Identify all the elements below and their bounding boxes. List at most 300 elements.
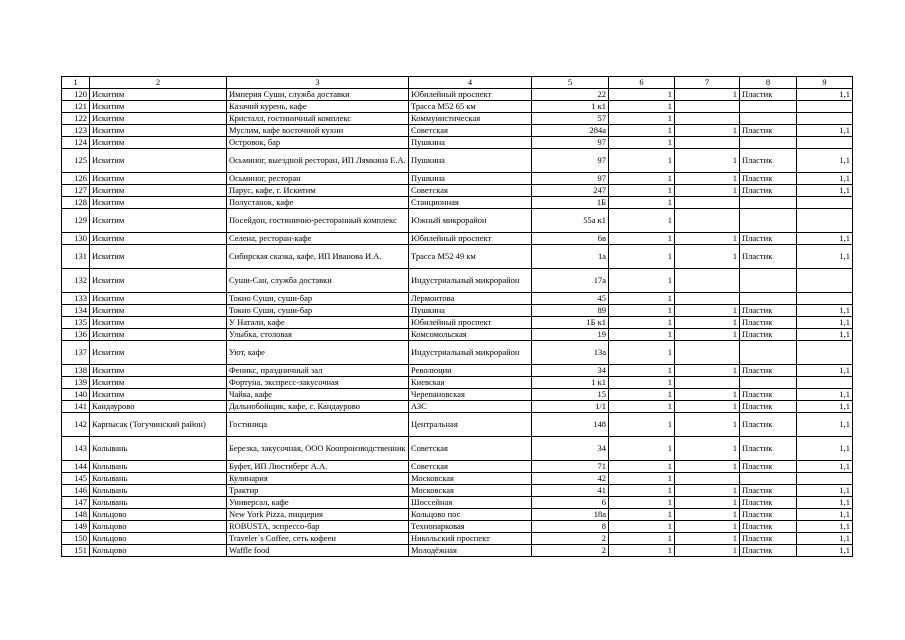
settlement: Колывань [90,437,227,461]
establishment: Гостиница [227,413,409,437]
count-col7: 1 [675,365,740,377]
count-col6: 1 [609,269,675,293]
street: Советская [409,185,532,197]
establishment: У Натали, кафе [227,317,409,329]
column-header: 9 [797,77,853,89]
table-row [62,197,853,209]
settlement: Искитим [90,365,227,377]
material [740,197,797,209]
street: Советская [409,437,532,461]
table-row [62,389,853,401]
count-col7: 1 [675,461,740,473]
row-number: 148 [62,509,90,521]
count-col7: 1 [675,173,740,185]
value-col9: 1,1 [797,401,853,413]
street: Индустриальный микрорайон [409,341,532,365]
count-col7: 1 [675,185,740,197]
material [740,377,797,389]
house-number: 71 [532,461,609,473]
column-header: 7 [675,77,740,89]
row-number: 150 [62,533,90,545]
count-col7: 1 [675,329,740,341]
establishment: Муслим, кафе восточной кухни [227,125,409,137]
table-row [62,305,853,317]
count-col6: 1 [609,329,675,341]
table-row [62,269,853,293]
table-row [62,473,853,485]
street: Советская [409,461,532,473]
settlement: Искитим [90,89,227,101]
row-number: 126 [62,173,90,185]
count-col7: 1 [675,89,740,101]
house-number: 57 [532,113,609,125]
value-col9 [797,269,853,293]
count-col7 [675,209,740,233]
row-number: 149 [62,521,90,533]
settlement: Кольцово [90,533,227,545]
material: Пластик [740,305,797,317]
settlement: Искитим [90,389,227,401]
material: Пластик [740,233,797,245]
establishment: Суши-Сан, служба доставки [227,269,409,293]
house-number: 1 к1 [532,101,609,113]
house-number: 22 [532,89,609,101]
row-number: 125 [62,149,90,173]
house-number: 34 [532,365,609,377]
material [740,473,797,485]
establishment: Traveler`s Coffee, сеть кофеен [227,533,409,545]
material [740,341,797,365]
table-row [62,533,853,545]
settlement: Кольцово [90,509,227,521]
row-number: 120 [62,89,90,101]
settlement: Искитим [90,233,227,245]
row-number: 143 [62,437,90,461]
count-col6: 1 [609,209,675,233]
establishment: Кристалл, гостиничный комплекс [227,113,409,125]
establishment: ROBUSTA, эспрессо-бар [227,521,409,533]
table-row [62,497,853,509]
value-col9: 1,1 [797,509,853,521]
table-row [62,173,853,185]
establishment: Трактир [227,485,409,497]
settlement: Искитим [90,341,227,365]
count-col6: 1 [609,197,675,209]
count-col6: 1 [609,233,675,245]
count-col6: 1 [609,341,675,365]
establishment: Феникс, праздничный зал [227,365,409,377]
house-number: 42 [532,473,609,485]
row-number: 133 [62,293,90,305]
row-number: 124 [62,137,90,149]
house-number: 41 [532,485,609,497]
count-col7: 1 [675,413,740,437]
material: Пластик [740,521,797,533]
house-number: 97 [532,137,609,149]
establishment: Полустанок, кафе [227,197,409,209]
settlement: Колывань [90,473,227,485]
count-col6: 1 [609,317,675,329]
table-row [62,341,853,365]
table-row [62,509,853,521]
material: Пластик [740,185,797,197]
count-col6: 1 [609,89,675,101]
count-col6: 1 [609,389,675,401]
value-col9: 1,1 [797,485,853,497]
street: АЗС [409,401,532,413]
settlement: Карпысак (Тогучинский район) [90,413,227,437]
value-col9: 1,1 [797,89,853,101]
row-number: 131 [62,245,90,269]
count-col7: 1 [675,545,740,557]
street: Киевская [409,377,532,389]
count-col7: 1 [675,245,740,269]
count-col7 [675,269,740,293]
value-col9: 1,1 [797,173,853,185]
count-col6: 1 [609,101,675,113]
house-number: 18а [532,509,609,521]
street: Революции [409,365,532,377]
material: Пластик [740,401,797,413]
row-number: 127 [62,185,90,197]
material: Пластик [740,413,797,437]
settlement: Кольцово [90,521,227,533]
establishment: Сибирская сказка, кафе, ИП Иванова И.А. [227,245,409,269]
establishment: Уют, кафе [227,341,409,365]
row-number: 137 [62,341,90,365]
value-col9: 1,1 [797,545,853,557]
table-row [62,521,853,533]
establishment: Посейдон, гостинично-ресторанный комплекс [227,209,409,233]
count-col6: 1 [609,473,675,485]
count-col7: 1 [675,437,740,461]
street: Станционная [409,197,532,209]
count-col7 [675,197,740,209]
value-col9 [797,377,853,389]
row-number: 139 [62,377,90,389]
establishment: New York Pizza, пиццерия [227,509,409,521]
material: Пластик [740,149,797,173]
count-col7: 1 [675,485,740,497]
material: Пластик [740,317,797,329]
street: Московская [409,485,532,497]
count-col7: 1 [675,509,740,521]
value-col9 [797,473,853,485]
count-col6: 1 [609,533,675,545]
settlement: Искитим [90,269,227,293]
street: Кольцово пос [409,509,532,521]
value-col9: 1,1 [797,497,853,509]
value-col9: 1,1 [797,149,853,173]
count-col7: 1 [675,317,740,329]
value-col9: 1,1 [797,245,853,269]
count-col6: 1 [609,545,675,557]
material: Пластик [740,437,797,461]
settlement: Искитим [90,305,227,317]
count-col6: 1 [609,185,675,197]
establishment: Waffle food [227,545,409,557]
table-row [62,89,853,101]
street: Советская [409,125,532,137]
table-row [62,233,853,245]
count-col7 [675,341,740,365]
settlement: Искитим [90,101,227,113]
establishment: Кулинария [227,473,409,485]
value-col9 [797,101,853,113]
establishment: Империя Суши, служба доставки [227,89,409,101]
house-number: 2 [532,545,609,557]
count-col7: 1 [675,533,740,545]
house-number: 34 [532,437,609,461]
table-row [62,461,853,473]
establishment: Осьминог, выездной ресторан, ИП Лямкина Е.А. [227,149,409,173]
material: Пластик [740,509,797,521]
street: Молодёжная [409,545,532,557]
count-col6: 1 [609,521,675,533]
count-col6: 1 [609,461,675,473]
settlement: Искитим [90,149,227,173]
row-number: 138 [62,365,90,377]
row-number: 122 [62,113,90,125]
table-row [62,317,853,329]
street: Центральная [409,413,532,437]
column-header: 5 [532,77,609,89]
material [740,209,797,233]
count-col7 [675,377,740,389]
material: Пластик [740,389,797,401]
house-number: 1а [532,245,609,269]
establishment: Березка, закусочная, ООО Коопроизводственник [227,437,409,461]
establishment: Универсал, кафе [227,497,409,509]
row-number: 123 [62,125,90,137]
row-number: 134 [62,305,90,317]
establishment: Парус, кафе, г. Искитим [227,185,409,197]
value-col9 [797,137,853,149]
settlement: Искитим [90,293,227,305]
value-col9 [797,197,853,209]
street: Трасса М52 65 км [409,101,532,113]
establishment: Буфет, ИП Люстиберг А.А. [227,461,409,473]
house-number: 17а [532,269,609,293]
table-row [62,377,853,389]
settlement: Искитим [90,329,227,341]
count-col7 [675,137,740,149]
establishment: Токио Суши, суши-бар [227,305,409,317]
table-row [62,125,853,137]
establishment: Осьминог, ресторан [227,173,409,185]
house-number: 97 [532,173,609,185]
settlement: Искитим [90,173,227,185]
table-row [62,329,853,341]
count-col7: 1 [675,125,740,137]
street: Индустриальный микрорайон [409,269,532,293]
house-number: 89 [532,305,609,317]
material: Пластик [740,461,797,473]
count-col6: 1 [609,125,675,137]
house-number: 1 к1 [532,377,609,389]
table-row [62,149,853,173]
street: Южный микрорайон [409,209,532,233]
column-header: 4 [409,77,532,89]
count-col6: 1 [609,377,675,389]
table-row [62,413,853,437]
value-col9: 1,1 [797,317,853,329]
street: Черепановская [409,389,532,401]
value-col9: 1,1 [797,533,853,545]
count-col6: 1 [609,113,675,125]
street: Лермонтова [409,293,532,305]
material [740,293,797,305]
house-number: 247 [532,185,609,197]
house-number: 55а к1 [532,209,609,233]
data-table [61,76,853,557]
street: Юбилейный проспект [409,317,532,329]
row-number: 130 [62,233,90,245]
material: Пластик [740,329,797,341]
house-number: 19 [532,329,609,341]
row-number: 121 [62,101,90,113]
column-header: 1 [62,77,90,89]
value-col9: 1,1 [797,365,853,377]
house-number: 1Б [532,197,609,209]
count-col6: 1 [609,485,675,497]
house-number: 6 [532,497,609,509]
value-col9: 1,1 [797,125,853,137]
count-col7 [675,473,740,485]
house-number: 13а [532,341,609,365]
house-number: 284а [532,125,609,137]
table-row [62,185,853,197]
settlement: Искитим [90,197,227,209]
settlement: Колывань [90,461,227,473]
settlement: Колывань [90,485,227,497]
count-col7: 1 [675,401,740,413]
value-col9: 1,1 [797,233,853,245]
value-col9: 1,1 [797,461,853,473]
column-header: 8 [740,77,797,89]
table-row [62,101,853,113]
count-col7: 1 [675,497,740,509]
settlement: Колывань [90,497,227,509]
count-col7 [675,113,740,125]
row-number: 136 [62,329,90,341]
count-col7: 1 [675,233,740,245]
house-number: 2 [532,533,609,545]
street: Юбилейный проспект [409,233,532,245]
value-col9 [797,293,853,305]
establishment: Дальнобойщик, кафе, с. Кандаурово [227,401,409,413]
count-col7: 1 [675,149,740,173]
count-col6: 1 [609,497,675,509]
street: Московская [409,473,532,485]
value-col9 [797,209,853,233]
count-col6: 1 [609,245,675,269]
table-row [62,137,853,149]
count-col6: 1 [609,305,675,317]
street: Технопарковая [409,521,532,533]
value-col9: 1,1 [797,389,853,401]
settlement: Искитим [90,317,227,329]
table-row [62,209,853,233]
table-row [62,113,853,125]
count-col6: 1 [609,365,675,377]
row-number: 145 [62,473,90,485]
material: Пластик [740,125,797,137]
row-number: 128 [62,197,90,209]
settlement: Искитим [90,245,227,269]
street: Пушкина [409,305,532,317]
settlement: Кандаурово [90,401,227,413]
table-row [62,365,853,377]
street: Пушкина [409,149,532,173]
row-number: 135 [62,317,90,329]
house-number: 148 [532,413,609,437]
value-col9: 1,1 [797,185,853,197]
material [740,137,797,149]
row-number: 146 [62,485,90,497]
house-number: 8 [532,521,609,533]
row-number: 142 [62,413,90,437]
count-col6: 1 [609,293,675,305]
house-number: 1Б к1 [532,317,609,329]
material: Пластик [740,365,797,377]
row-number: 144 [62,461,90,473]
count-col6: 1 [609,509,675,521]
street: Пушкина [409,137,532,149]
table-row [62,401,853,413]
material: Пластик [740,89,797,101]
establishment: Улыбка, столовая [227,329,409,341]
table-row [62,437,853,461]
header-row [62,77,853,89]
material [740,113,797,125]
street: Комсомольская [409,329,532,341]
value-col9 [797,113,853,125]
row-number: 141 [62,401,90,413]
establishment: Фортуна, экспресс-закусочная [227,377,409,389]
row-number: 147 [62,497,90,509]
house-number: 97 [532,149,609,173]
count-col6: 1 [609,401,675,413]
material [740,269,797,293]
value-col9: 1,1 [797,413,853,437]
count-col7 [675,101,740,113]
settlement: Искитим [90,125,227,137]
column-header: 6 [609,77,675,89]
material: Пластик [740,545,797,557]
establishment: Токио Суши, суши-бар [227,293,409,305]
street: Коммунистическая [409,113,532,125]
count-col7: 1 [675,305,740,317]
table-row [62,293,853,305]
material: Пластик [740,497,797,509]
count-col6: 1 [609,149,675,173]
settlement: Кольцово [90,545,227,557]
row-number: 132 [62,269,90,293]
street: Юбилейный проспект [409,89,532,101]
count-col7 [675,293,740,305]
count-col6: 1 [609,413,675,437]
establishment: Чайка, кафе [227,389,409,401]
street: Пушкина [409,173,532,185]
count-col6: 1 [609,437,675,461]
material: Пластик [740,173,797,185]
row-number: 151 [62,545,90,557]
material: Пластик [740,245,797,269]
table-row [62,245,853,269]
house-number: 1/1 [532,401,609,413]
material [740,101,797,113]
